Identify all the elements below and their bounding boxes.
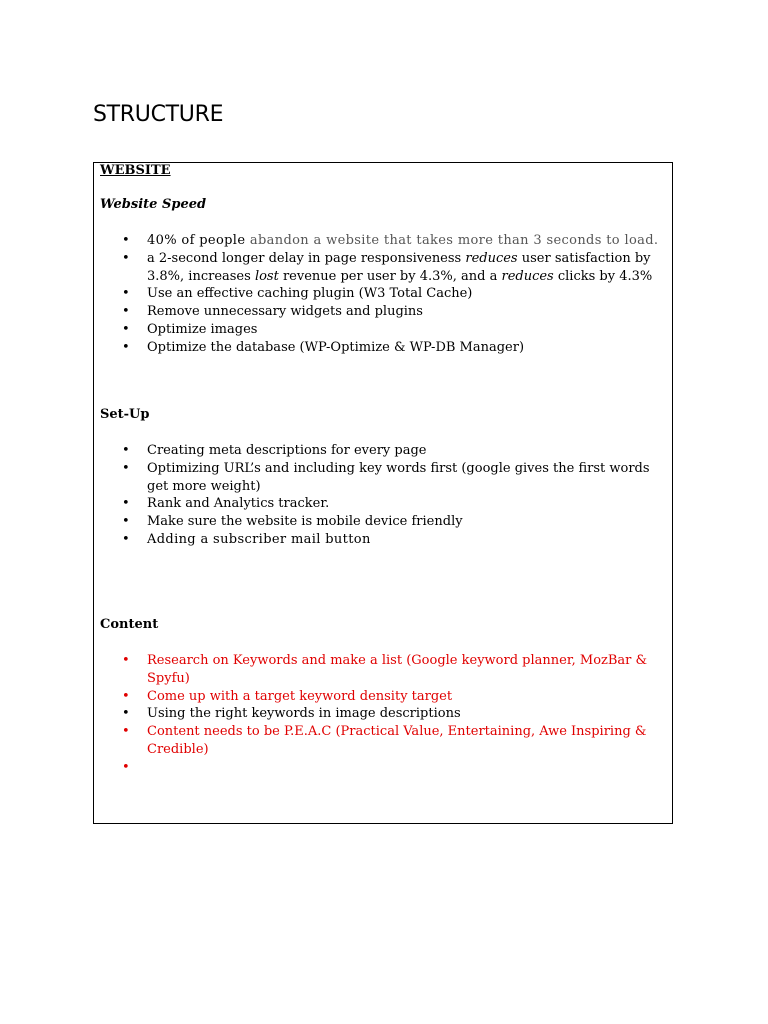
set-up-list: [100, 442, 660, 549]
bullet-icon: •: [122, 724, 130, 740]
website-speed-list: [100, 232, 660, 357]
list-item: • Using the right keywords in image descriptions: [122, 706, 461, 722]
section-title-content: Content: [100, 617, 159, 632]
bullet-icon: •: [122, 233, 131, 248]
bullet-icon: •: [122, 460, 130, 476]
bullet-icon: •: [122, 759, 130, 775]
list-item: • 40% of people abandon a website that takes more than 3 seconds to load.: [122, 233, 659, 248]
list-item: • Make sure the website is mobile device friendly: [122, 514, 463, 530]
bullet-icon: •: [122, 706, 130, 722]
section-title-set-up: Set-Up: [100, 407, 150, 422]
list-item: • a 2-second longer delay in page responsiveness reduces user satisfaction by 3.8%, increases lost revenue per user by 4.3%, and a reduces clicks by 4.3%: [122, 250, 653, 284]
bullet-icon: •: [122, 496, 130, 512]
bullet-icon: •: [122, 339, 130, 355]
list-item: • Optimizing URL’s and including key words first (google gives the first words get more weight): [122, 460, 650, 494]
list-item: • Come up with a target keyword density target: [122, 688, 453, 704]
box-heading: WEBSITE: [100, 163, 171, 178]
bullet-icon: •: [122, 250, 130, 266]
list-item: • Creating meta descriptions for every page: [122, 443, 427, 458]
list-item: • Optimize the database (WP-Optimize & WP-DB Manager): [122, 339, 525, 355]
list-item: • Optimize images: [122, 321, 258, 337]
bullet-icon: •: [122, 531, 131, 547]
bullet-icon: •: [122, 304, 130, 320]
list-item: • Research on Keywords and make a list (Google keyword planner, MozBar & Spyfu): [122, 653, 648, 686]
list-item: • Use an effective caching plugin (W3 Total Cache): [122, 286, 473, 302]
page-title: STRUCTURE: [93, 102, 224, 127]
bullet-icon: •: [122, 443, 130, 458]
content-list: [100, 652, 660, 777]
section-title-website-speed: Website Speed: [100, 197, 207, 212]
bullet-icon: •: [122, 688, 130, 704]
list-item: • Rank and Analytics tracker.: [122, 496, 330, 512]
bullet-icon: •: [122, 514, 130, 530]
bullet-icon: •: [122, 653, 130, 668]
bullet-icon: •: [122, 321, 130, 337]
website-box: [93, 162, 673, 824]
list-item: • Remove unnecessary widgets and plugins: [122, 304, 423, 320]
bullet-icon: •: [122, 286, 130, 302]
list-item: • Adding a subscriber mail button: [122, 531, 371, 547]
list-item: • Content needs to be P.E.A.C (Practical Value, Entertaining, Awe Inspiring & Credible): [122, 724, 647, 757]
list-item: [100, 759, 660, 777]
